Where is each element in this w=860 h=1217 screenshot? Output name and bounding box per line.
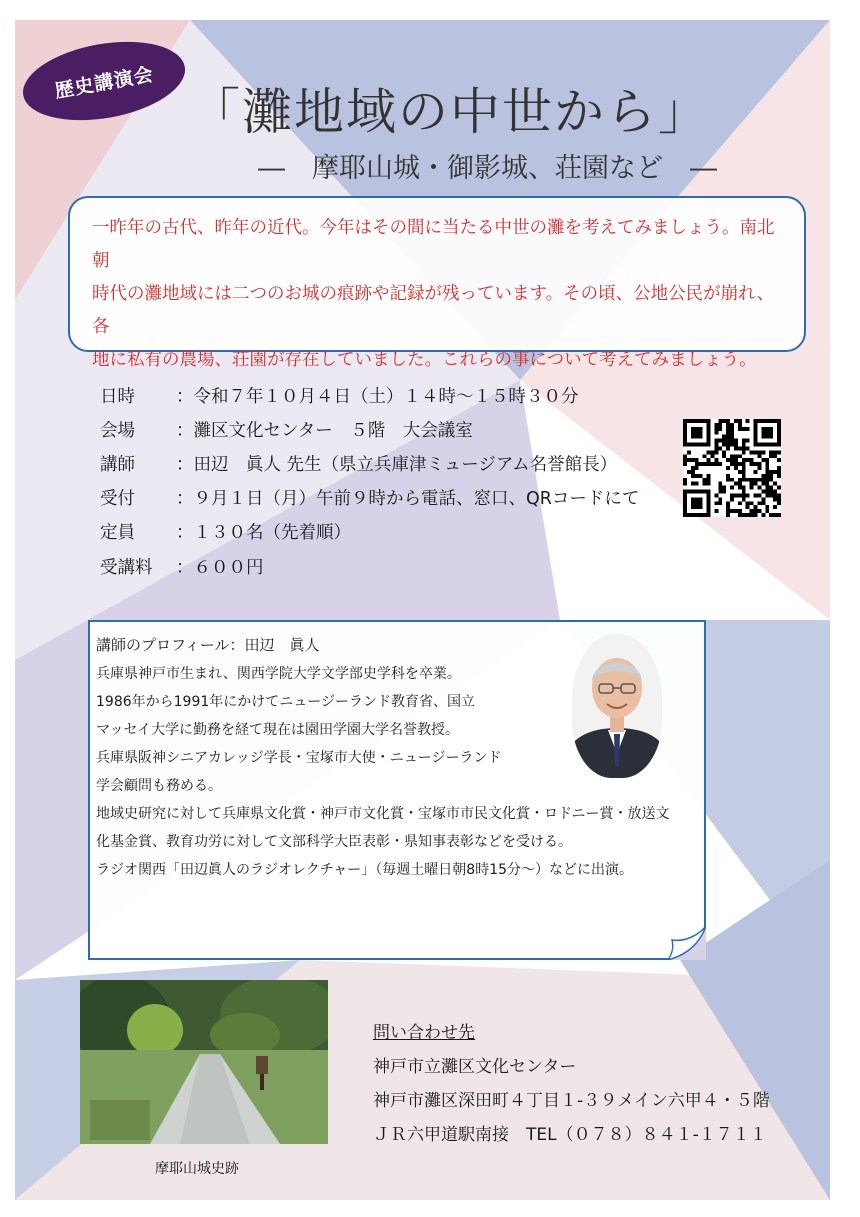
profile-title: 講師のプロフィール：田辺 眞人 xyxy=(96,636,320,654)
photo-caption: 摩耶山城史跡 xyxy=(155,1161,239,1177)
qr-code[interactable] xyxy=(683,419,781,517)
event-details xyxy=(100,378,639,583)
contact-heading: 問い合わせ先 xyxy=(373,1023,475,1043)
contact-line: ＪＲ六甲道駅南接 TEL（０７８）８４１-１７１１ xyxy=(373,1125,767,1145)
page-curl-icon xyxy=(668,926,706,960)
detail-label: 受講料 xyxy=(100,557,153,578)
profile-line: マッセイ大学に勤務を経て現在は園田学園大学名誉教授。 xyxy=(96,722,460,738)
profile-line: 兵庫県阪神シニアカレッジ学長・宝塚市大使・ニュージーランド xyxy=(96,750,502,766)
badge-label: 歴史講演会 xyxy=(53,62,156,102)
profile-line: ラジオ関西「田辺眞人のラジオレクチャー」（毎週土曜日朝8時15分～）などに出演。 xyxy=(96,862,634,878)
detail-row-lecturer xyxy=(100,446,639,480)
detail-label: 受付 xyxy=(100,489,135,510)
intro-box xyxy=(68,196,806,370)
profile-line: 1986年から1991年にかけてニュージーランド教育省、国立 xyxy=(96,694,475,710)
profile-line: 兵庫県神戸市生まれ、関西学院大学文学部史学科を卒業。 xyxy=(96,666,461,682)
contact-line: 神戸市立灘区文化センター xyxy=(373,1057,577,1077)
profile-line: 地域史研究に対して兵庫県文化賞・神戸市文化賞・宝塚市市民文化賞・ロドニー賞・放送文 xyxy=(96,806,670,822)
profile-line: 学会顧問も務める。 xyxy=(96,778,222,794)
detail-label: 会場 xyxy=(100,420,135,441)
detail-row-reception xyxy=(100,481,639,515)
profile-line: 化基金賞、教育功労に対して文部科学大臣表彰・県知事表彰などを受ける。 xyxy=(96,834,572,850)
detail-value: ：９月１日（月）午前９時から電話、窓口、QRコードにて xyxy=(176,489,640,510)
detail-row-date xyxy=(100,378,639,412)
detail-label: 講師 xyxy=(100,454,135,475)
detail-row-venue xyxy=(100,412,639,446)
intro-line: 地に私有の農場、荘園が存在していました。これらの事について考えてみましょう。 xyxy=(92,350,757,370)
page-title: 「灘地域の中世から」 xyxy=(190,83,710,141)
intro-line: 時代の灘地域には二つのお城の痕跡や記録が残っています。その頃、公地公民が崩れ、各 xyxy=(92,284,775,337)
detail-value: ：令和７年１０月４日（土）１４時～１５時３０分 xyxy=(176,386,579,407)
detail-value: ：灘区文化センター ５階 大会議室 xyxy=(176,420,473,441)
detail-label: 日時 xyxy=(100,386,135,407)
detail-row-capacity xyxy=(100,515,639,549)
intro-line: 一昨年の古代、昨年の近代。今年はその間に当たる中世の灘を考えてみましょう。南北朝 xyxy=(92,218,775,271)
castle-site-photo xyxy=(80,980,328,1144)
qr-code-image xyxy=(683,419,781,517)
detail-value: ：１３０名（先着順） xyxy=(176,523,351,544)
page-subtitle: ― 摩耶山城・御影城、荘園など ― xyxy=(258,153,717,184)
contact-line: 神戸市灘区深田町４丁目１-３９メイン六甲４・５階 xyxy=(373,1091,770,1111)
detail-row-fee xyxy=(100,549,639,583)
detail-label: 定員 xyxy=(100,523,135,544)
detail-value: ：６００円 xyxy=(176,557,264,578)
lecturer-portrait xyxy=(572,634,662,778)
detail-value: ：田辺 眞人 先生（県立兵庫津ミュージアム名誉館長） xyxy=(176,454,618,475)
contact-info xyxy=(373,1016,770,1152)
